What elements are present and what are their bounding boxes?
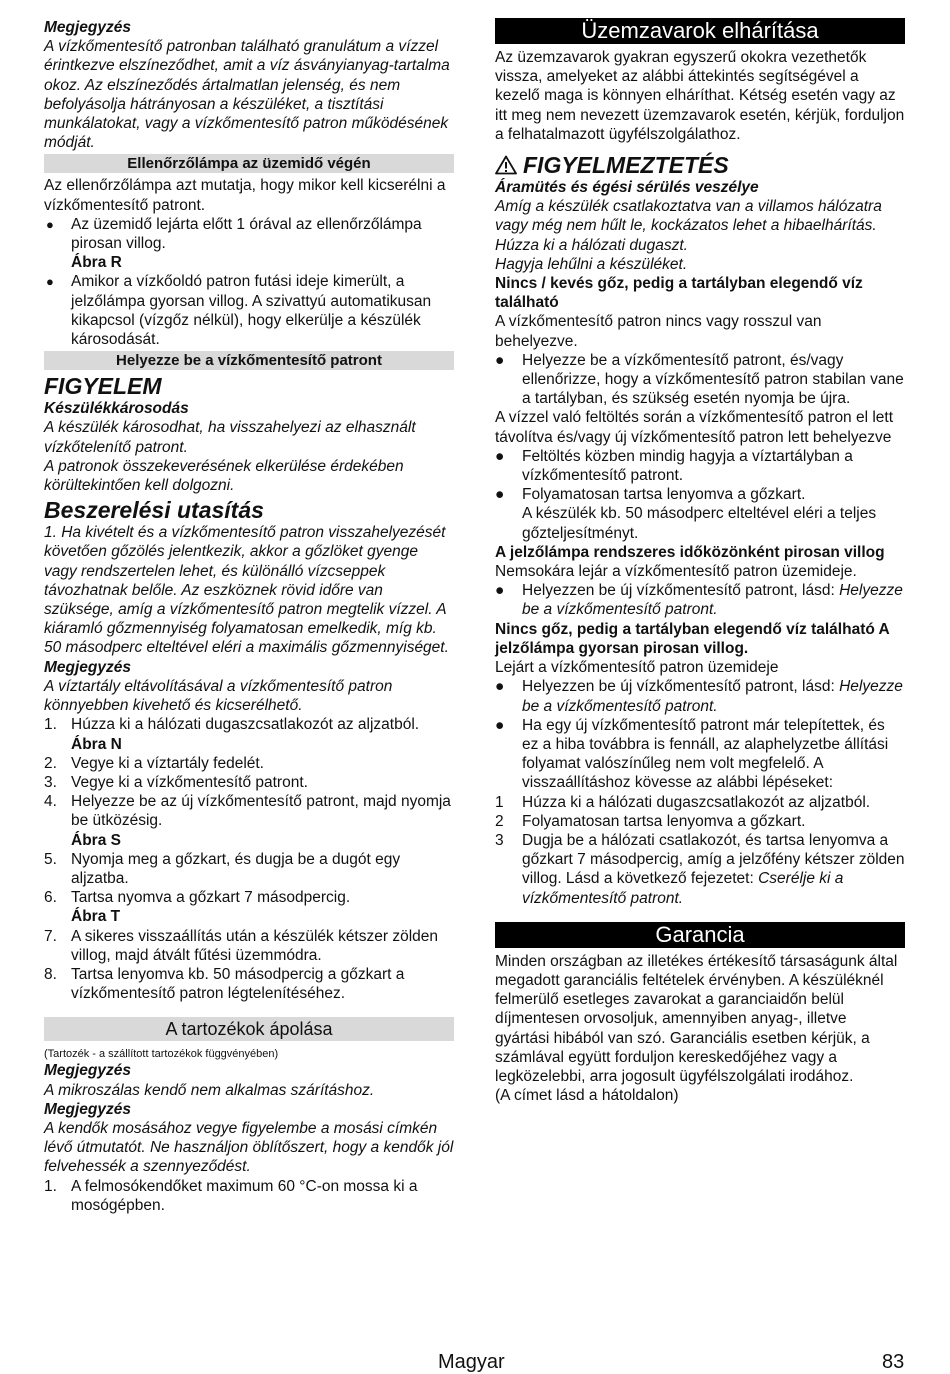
bullet-icon: ●: [495, 582, 505, 600]
right-column: [495, 18, 905, 1105]
section-heading-warranty: Garancia: [495, 922, 905, 948]
list-item: 1. A felmosókendőket maximum 60 °C-on mossa ki a mosógépben.: [44, 1177, 418, 1214]
bullet-icon: ●: [46, 274, 54, 290]
step-number: 3.: [44, 773, 57, 791]
paragraph: A vízzel való feltöltés során a vízkőmentesítő patron el lett távolítva és/vagy új vízkőmentesítő patron lett behelyezve: [495, 409, 894, 446]
step-text: Vegye ki a vízkőmentesítő patront.: [71, 773, 308, 791]
step-text: Folyamatosan tartsa lenyomva a gőzkart.: [522, 812, 806, 830]
left-column: [44, 18, 454, 1215]
page-number: 83: [882, 1351, 905, 1373]
step-item: [44, 927, 454, 965]
step-number: 4.: [44, 793, 57, 811]
bullet-item: ● Helyezzen be új vízkőmentesítő patront, lásd: Helyezze be a vízkőmentesítő patront.: [495, 678, 903, 715]
install-text: 1. Ha kivételt és a vízkőmentesítő patron visszahelyezését követően gőzölés jelentkezik, akkor a gőzlöket gyenge vagy rendszertelen lehet, és különálló vízcseppek távozhatnak belőle. Az eszköznek rövid időre van szüksége, amíg a vízkőmentesítő patron megtelik vízzel. A kiáramló gőzmennyiség folyamatosan emelkedik, míg kb. 50 másodperc elteltével eléri a maximális gőzmennyiséget.: [44, 524, 449, 657]
warning-subtitle: Áramütés és égési sérülés veszélye: [495, 179, 759, 197]
note-title: Megjegyzés: [44, 1100, 132, 1118]
step-number: 5.: [44, 850, 57, 868]
bullet-icon: ●: [495, 351, 505, 369]
small-note: (Tartozék - a szállított tartozékok függvényében): [44, 1048, 279, 1061]
bullet-icon: ●: [495, 447, 505, 465]
section-heading-insert-cartridge: Helyezze be a vízkőmentesítő patront: [44, 351, 454, 370]
bullet-item: ● Amikor a vízkőoldó patron futási ideje kimerült, a jelzőlámpa gyorsan villog. A szivattyú automatikusan kikapcsol (vízgőz nélkül), hogy elkerülje a készülék károsodását.: [46, 273, 432, 349]
step-item: [44, 850, 454, 888]
step-text: Húzza ki a hálózati dugaszcsatlakozót az aljzatból.: [522, 793, 871, 811]
bullet-icon: ●: [495, 486, 505, 504]
note-text: A kendők mosásához vegye figyelembe a mosási címkén lévő útmutatót. Ne használjon öblítőszert, hogy a kendők jól felvehessék a szennyeződést.: [44, 1119, 454, 1176]
paragraph: Nemsokára lejár a vízkőmentesítő patron üzemideje.: [495, 563, 857, 581]
bullet-item: ● Helyezze be a vízkőmentesítő patront, és/vagy ellenőrizze, hogy a vízkőmentesítő patron stabilan vane a tartályban, és szükség esetén nyomja be újra.: [495, 351, 904, 408]
note-text: A mikroszálas kendő nem alkalmas szárításhoz.: [44, 1081, 375, 1099]
bullet-icon: ●: [46, 216, 54, 232]
cross-reference-link: Cserélje ki a vízkőmentesítő patront.: [522, 870, 844, 907]
bullet-icon: ●: [495, 678, 505, 696]
bullet-icon: ●: [495, 716, 505, 734]
step-item: [44, 754, 454, 773]
problem-title: Nincs gőz, pedig a tartályban elegendő víz található A jelzőlámpa gyorsan pirosan villog.: [495, 620, 890, 657]
problem-title: Nincs / kevés gőz, pedig a tartályban elegendő víz található: [495, 275, 863, 312]
step-number: 8.: [44, 965, 57, 983]
note-text: A vízkőmentesítő patronban található granulátum a vízzel érintkezve elszíneződhet, amit a víz ásványianyag-tartalma okoz. Az elszíneződés ártalmatlan jelenség, és nem befolyásolja hátrányosan a készüléket, a tisztítási munkálatokat, vagy a vízkőmentesítő patron működésének módját.: [44, 38, 450, 152]
step-number: 1: [495, 793, 504, 811]
paragraph: Minden országban az illetékes értékesítő társaságunk által megadott garanciális feltételek érvényben. A készüléknél felmerülő esetleges zavarokat a garanciaidőn belül díjmentesen orvosoljuk, amennyiben anyag-, illetve gyártási hibából van szó. Garanciális esetben kérjük, a számlával együtt forduljon kereskedőjéhez vagy a legközelebbi, arra jogosult ügyfélszolgálati irodához.: [495, 952, 898, 1085]
step-number: 2.: [44, 754, 57, 772]
footer-language: Magyar: [438, 1351, 505, 1373]
caution-text: A készülék károsodhat, ha visszahelyezi az elhasznált vízkőtelenítő patront.: [44, 419, 416, 456]
install-heading: Beszerelési utasítás: [44, 497, 264, 524]
paragraph: A vízkőmentesítő patron nincs vagy rosszul van behelyezve.: [495, 313, 822, 350]
step-number: 1.: [44, 716, 57, 734]
step-text: Tartsa nyomva a gőzkart 7 másodpercig.: [71, 889, 351, 907]
figure-reference: Ábra N: [71, 735, 122, 753]
steps-list: [44, 715, 454, 1003]
problem-title: A jelzőlámpa rendszeres időközönként pirosan villog: [495, 543, 885, 561]
figure-reference: Ábra T: [71, 908, 121, 926]
step-text: Vegye ki a víztartály fedelét.: [71, 754, 264, 772]
cross-reference-link: Helyezze be a vízkőmentesítő patront.: [522, 582, 903, 619]
step-item: [44, 792, 454, 850]
note-title: Megjegyzés: [44, 19, 132, 36]
step-item: [44, 773, 454, 792]
bullet-item: ● Helyezzen be új vízkőmentesítő patront, lásd: Helyezze be a vízkőmentesítő patront.: [495, 582, 903, 619]
bullet-item: ● Folyamatosan tartsa lenyomva a gőzkart. A készülék kb. 50 másodperc elteltével eléri a teljes gőzteljesítményt.: [495, 486, 877, 542]
step-number: 7.: [44, 927, 57, 945]
step-number: 6.: [44, 889, 57, 907]
bullet-item: ● Ha egy új vízkőmentesítő patront már telepítettek, és ez a hiba továbbra is fennáll, az alaphelyzetbe állítási folyamat valószínűleg nem volt megfelelő. A visszaállításhoz kövesse az alábbi lépéseket:: [495, 716, 889, 792]
paragraph: (A címet lásd a hátoldalon): [495, 1087, 679, 1105]
step-item: [495, 793, 905, 812]
cross-reference-link: Helyezze be a vízkőmentesítő patront.: [522, 678, 903, 715]
note-text: A víztartály eltávolításával a vízkőmentesítő patron könnyebben kivehető és kicserélhető.: [44, 677, 393, 715]
warning-text: Húzza ki a hálózati dugaszt.: [495, 236, 688, 254]
section-heading-troubleshooting: Üzemzavarok elhárítása: [495, 18, 905, 44]
caution-heading: FIGYELEM: [44, 373, 162, 400]
warning-heading: FIGYELMEZTETÉS: [495, 152, 905, 178]
section-heading-control-lamp: Ellenőrzőlámpa az üzemidő végén: [44, 154, 454, 173]
step-item: [44, 965, 454, 1003]
warning-triangle-icon: [495, 155, 517, 175]
step-text: Nyomja meg a gőzkart, és dugja be a dugót egy aljzatba.: [71, 850, 401, 887]
caution-text: A patronok összekeverésének elkerülése érdekében körültekintően kell dolgozni.: [44, 457, 404, 495]
step-text: A sikeres visszaállítás után a készülék kétszer zölden villog, majd átvált fűtési üzemmódra.: [71, 927, 439, 964]
warning-text: Hagyja lehűlni a készüléket.: [495, 255, 688, 273]
section-heading-accessory-care: A tartozékok ápolása: [44, 1017, 454, 1041]
note-title: Megjegyzés: [44, 658, 132, 676]
figure-reference: Ábra R: [71, 254, 122, 272]
figure-reference: Ábra S: [71, 831, 121, 849]
list-item: 3 Dugja be a hálózati csatlakozót, és tartsa lenyomva a gőzkart 7 másodpercig, amíg a jelzőfény kétszer zölden villog. Lásd a következő fejezetet: Cserélje ki a vízkőmentesítő patront.: [495, 831, 905, 907]
paragraph: Az ellenőrzőlámpa azt mutatja, hogy mikor kell kicserélni a vízkőmentesítő patront.: [44, 177, 446, 214]
step-text: Húzza ki a hálózati dugaszcsatlakozót az aljzatból.: [71, 716, 420, 734]
paragraph: Az üzemzavarok gyakran egyszerű okokra vezethetők vissza, amelyeket az alábbi áttekintés segítségével a kezelő maga is könnyen elháríthat. Kétség esetén vagy az itt meg nem nevezett üzemzavarok esetén, kérjük, forduljon a felhatalmazott ügyfélszolgálathoz.: [495, 49, 905, 143]
step-item: [44, 715, 454, 753]
reset-steps-list: [495, 793, 905, 831]
bullet-item: ● Az üzemidő lejárta előtt 1 órával az ellenőrzőlámpa pirosan villog. Ábra R: [44, 215, 454, 273]
step-text: Tartsa lenyomva kb. 50 másodpercig a gőzkart a vízkőmentesítő patron légtelenítéséhez.: [71, 965, 405, 1003]
paragraph: Lejárt a vízkőmentesítő patron üzemideje: [495, 659, 779, 677]
bullet-item: ● Feltöltés közben mindig hagyja a víztartályban a vízkőmentesítő patront.: [495, 447, 853, 485]
warning-text: Amíg a készülék csatlakoztatva van a villamos hálózatra vagy még nem hűlt le, kockázatos lehet a hibaelhárítás.: [495, 198, 882, 235]
step-item: [495, 812, 905, 831]
step-item: [44, 888, 454, 926]
caution-subtitle: Készülékkárosodás: [44, 400, 189, 418]
step-number: 2: [495, 812, 504, 830]
step-text: Helyezze be az új vízkőmentesítő patront, majd nyomja be ütközésig.: [71, 793, 451, 830]
note-title: Megjegyzés: [44, 1062, 132, 1080]
